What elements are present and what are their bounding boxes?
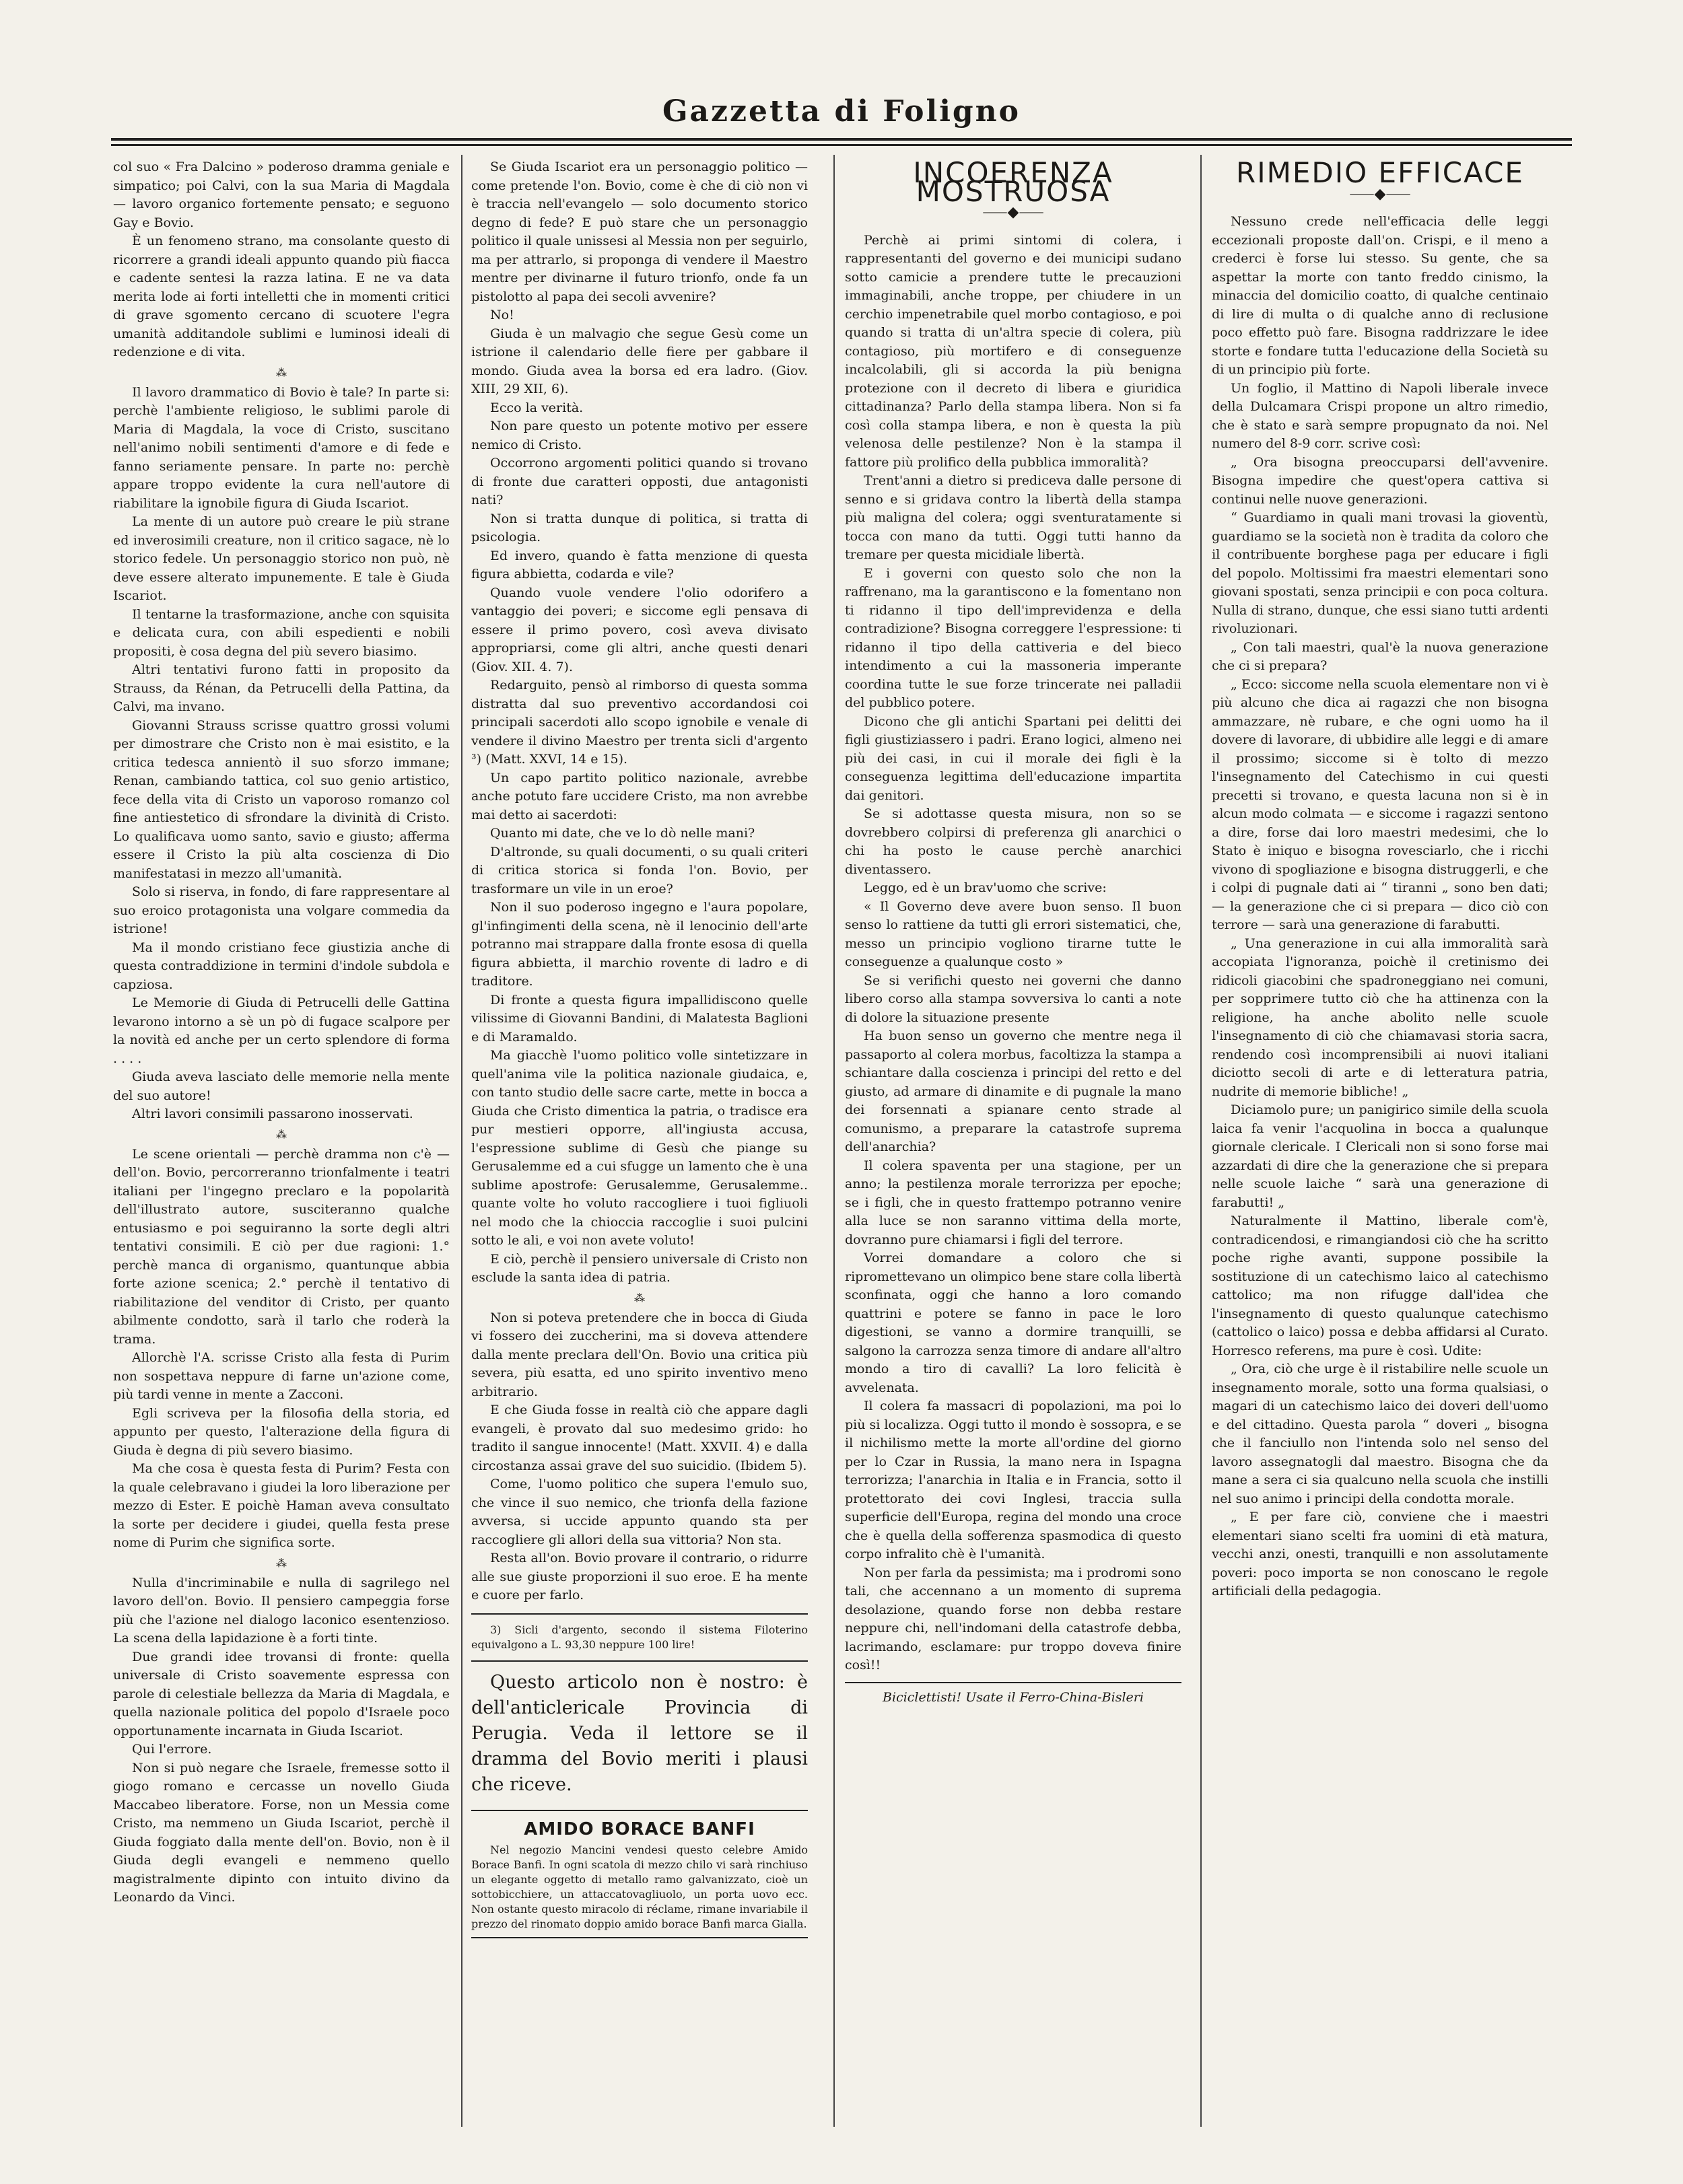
headline-flourish: ⸺◆⸺ bbox=[1349, 185, 1411, 203]
paragraph: Ma il mondo cristiano fece giustizia anche di questa contraddizione in termini d'indole subdola e capziosa. bbox=[113, 940, 450, 992]
paragraph: D'altronde, su quali documenti, o su quali criteri di critica storica si fonda l'on. Bovio, per trasformare un vile in un eroe? bbox=[471, 844, 808, 896]
paragraph: Un capo partito politico nazionale, avrebbe anche potuto fare uccidere Cristo, ma non avrebbe mai detto ai sacerdoti: bbox=[471, 770, 808, 822]
paragraph: „ Ora, ciò che urge è il ristabilire nelle scuole un insegnamento morale, sotto una forma qualsiasi, o magari di un catechismo laico dei doveri dell'uomo e del cittadino. Questa parola “ doveri „ bisogna che il fanciullo non l'intenda solo nel senso del lavoro assegnatogli dal maestro. Bisogna che da mane a sera ci sia qualcuno nella scuola che instilli nel suo animo i principi della condotta morale. bbox=[1212, 1362, 1548, 1506]
paragraph: Dicono che gli antichi Spartani pei delitti dei figli giustiziassero i padri. Erano logici, almeno nei più dei casi, in cui il morale dei figli è la conseguenza legittima dell'educazione impartita dai genitori. bbox=[845, 713, 1181, 803]
paragraph: Egli scriveva per la filosofia della storia, ed appunto per questo, l'alterazione della figura di Giuda è degna di più severo biasimo. bbox=[113, 1405, 450, 1458]
paragraph: „ E per fare ciò, conviene che i maestri elementari siano scelti fra uomini di età matura, vecchi anzi, onesti, tranquilli e non assolutamente poveri: poco importa se non conoscano le regole artificiali della pedagogia. bbox=[1212, 1510, 1548, 1598]
editor-note: Questo articolo non è nostro: è dell'anticlericale Provincia di Perugia. Veda il lettore se il dramma del Bovio meriti i plausi che riceve. bbox=[471, 1671, 808, 1795]
paragraph: Non pare questo un potente motivo per essere nemico di Cristo. bbox=[471, 419, 808, 452]
paragraph: „ Ecco: siccome nella scuola elementare non vi è più alcuno che dica ai ragazzi che non bisogna ammazzare, nè rubare, e che ogni uomo ha il dovere di lavorare, di ubbidire alle leggi e di amare il prossimo; siccome si è tolto di mezzo l'insegnamento del Catechismo in cui questi precetti si trovano, e questa lacuna non si è in alcun modo colmata — e siccome i ragazzi sentono a dire, forse dai loro maestri medesimi, che lo Stato è iniquo e bisogna rovesciarlo, che i ricchi vivono di spogliazione e bisogna distruggerli, e che i colpi di pugnale dati ai “ tiranni „ sono ben dati; — la generazione che ci si prepara — dico ciò con terrore — sarà una generazione di farabutti. bbox=[1212, 676, 1548, 932]
column-2 bbox=[471, 158, 808, 2137]
paragraph: E ciò, perchè il pensiero universale di Cristo non esclude la santa idea di patria. bbox=[471, 1251, 808, 1285]
advertisement bbox=[471, 1810, 808, 1939]
paragraph: Giuda aveva lasciato delle memorie nella mente del suo autore! bbox=[113, 1069, 450, 1103]
paragraph: Ecco la verità. bbox=[490, 400, 584, 415]
section-rule bbox=[471, 1660, 808, 1662]
paragraph: Il lavoro drammatico di Bovio è tale? In parte si: perchè l'ambiente religioso, le sublimi parole di Maria di Magdala, la voce di Cristo, suscitano nell'animo nobili sentimenti d'amore e di fede e fanno seriamente pensare. In parte no: perchè appare troppo evidente la cura nell'autore di riabilitare la ignobile figura di Giuda Iscariot. bbox=[113, 384, 450, 511]
paragraph: Ed invero, quando è fatta menzione di questa figura abbietta, codarda e vile? bbox=[471, 548, 808, 582]
article-headline: INCOERENZA MOSTRUOSA bbox=[913, 158, 1113, 208]
paragraph: „ Una generazione in cui alla immoralità sarà accopiata l'ignoranza, poichè il cretinismo dei ridicoli giacobini che spadroneggiano nei comuni, per sopprimere tutto ciò che ha attinenza con la religione, ha anche abolito nelle scuole l'insegnamento di ciò che chiamavasi storia sacra, rendendo così incomprensibili ai nuovi italiani diciotto secoli di arte e di letteratura patria, nudrite di memorie bibliche! „ bbox=[1212, 936, 1548, 1099]
paragraph: Leggo, ed è un brav'uomo che scrive: bbox=[864, 880, 1107, 895]
paragraph: Qui l'errore. bbox=[132, 1742, 212, 1757]
footnote: 3) Sicli d'argento, secondo il sistema Filoterino equivalgono a L. 93,30 neppure 100 lire! bbox=[471, 1623, 808, 1651]
paragraph: Resta all'on. Bovio provare il contrario, o ridurre alle sue giuste proporzioni il suo eroe. E ha mente e cuore per farlo. bbox=[471, 1551, 808, 1602]
paragraph: col suo « Fra Dalcino » poderoso dramma geniale e simpatico; poi Calvi, con la sua Maria di Magdala — lavoro organico fortemente pensato; e seguono Gay e Bovio. bbox=[113, 160, 450, 230]
masthead: Gazzetta di Foligno bbox=[662, 94, 1021, 129]
column-4 bbox=[1212, 158, 1548, 2137]
column-1 bbox=[113, 158, 450, 2137]
footnote-rule bbox=[471, 1613, 808, 1615]
paragraph: Non si tratta dunque di politica, si tratta di psicologia. bbox=[471, 511, 808, 544]
paragraph: E i governi con questo solo che non la raffrenano, ma la garantiscono e la fomentano non ti ridanno il tipo dell'imprevidenza e della contradizione? Bisogna correggere l'espressione: ti ridanno il tipo della cattiveria e del bieco intendimento a cui la massoneria imperante coordina tutte le sue forze trincerate nei palladii del pubblico potere. bbox=[845, 565, 1181, 710]
paragraph: “ Guardiamo in quali mani trovasi la gioventù, guardiamo se la società non è tradita da coloro che il contribuente borghese paga per educare i figli del popolo. Moltissimi fra maestri elementari sono giovani spostati, senza principii e con poca coltura. Nulla di strano, dunque, che essi siano tutti ardenti rivoluzionari. bbox=[1212, 510, 1548, 636]
paragraph: Quando vuole vendere l'olio odorifero a vantaggio dei poveri; e siccome egli pensava di essere il primo povero, così aveva divisato appropriarsi, come gli altri, anche questi denari (Giov. XII. 4. 7). bbox=[471, 585, 808, 674]
paragraph: Ma che cosa è questa festa di Purim? Festa con la quale celebravano i giudei la loro liberazione per mezzo di Ester. E poichè Haman aveva consultato la sorte per decidere i giudei, quella festa prese nome di Purim che significa sorte. bbox=[113, 1461, 450, 1550]
section-separator: ⁂ bbox=[276, 1556, 287, 1570]
paragraph: Come, l'uomo politico che supera l'emulo suo, che vince il suo nemico, che trionfa della fazione avversa, si uccide appunto quando sta per raccogliere gli allori della sua vittoria? Non sta. bbox=[471, 1477, 808, 1547]
paragraph: Le scene orientali — perchè dramma non c'è — dell'on. Bovio, percorreranno trionfalmente i teatri italiani per l'ingegno preclaro e la popolarità dell'illustrato autore, susciteranno qualche entusiasmo e poi seguiranno la sorte degli altri tentativi consimili. E ciò per due ragioni: 1.° perchè manca di organismo, quantunque abbia forte azione scenica; 2.° perchè il tentativo di riabilitazione del venditor di Cristo, per quanto abilmente condotto, sarà il tarlo che roderà la trama. bbox=[113, 1146, 450, 1347]
paragraph: Solo si riserva, in fondo, di fare rappresentare al suo eroico protagonista una volgare commedia da istrione! bbox=[113, 884, 450, 936]
paragraph: Redarguito, pensò al rimborso di questa somma distratta dal suo preventivo accordandosi coi principali sacerdoti allo scopo ignobile e venale di vendere il divino Maestro per trenta sicli d'argento ³) (Matt. XXVI, 14 e 15). bbox=[471, 678, 808, 767]
paragraph: La mente di un autore può creare le più strane ed inverosimili creature, non il critico sagace, nè lo storico fedele. Un personaggio storico non può, nè deve essere alterato impunemente. E tale è Giuda Iscariot. bbox=[113, 514, 450, 603]
paragraph: Non il suo poderoso ingegno e l'aura popolare, gl'infingimenti della scena, nè il lenocinio dell'arte potranno mai strappare dalla fronte esosa di quella figura abbietta, il marchio rovente di ladro e di traditore. bbox=[471, 900, 808, 989]
paragraph: Vorrei domandare a coloro che si ripromettevano un olimpico bene stare colla libertà sconfinata, oggi che hanno a loro comando quattrini e potere se fanno in pace le loro digestioni, se vanno a dormire tranquilli, se salgono la carrozza senza timore di andare all'altro mondo a tiro di cavalli? La loro felicità è avvelenata. bbox=[845, 1250, 1181, 1395]
paragraph: Le Memorie di Giuda di Petrucelli delle Gattina levarono intorno a sè un pò di fugace scalpore per la novità ed anche per un certo splendore di forma . . . . bbox=[113, 995, 450, 1066]
column-3 bbox=[845, 158, 1181, 2137]
paragraph: Due grandi idee trovansi di fronte: quella universale di Cristo soavemente espressa con parole di celestiale bellezza da Maria di Magdala, e quella nazionale politica del popolo d'Israele poco opportunamente incarnata in Giuda Iscariot. bbox=[113, 1649, 450, 1738]
paragraph: Perchè ai primi sintomi di colera, i rappresentanti del governo e dei municipi sudano sotto camicie a prendere tutte le precauzioni immaginabili, anche troppe, per chiudere in un cerchio impenetrabile quel morbo contagioso, e poi quando si tratta di un'altra specie di colera, più contagioso, più mortifero e di conseguenze incalcolabili, gli si accorda la più benigna protezione con il decreto di libera e giuridica cittadinanza? Parlo della stampa libera. Non si fa così colla stampa libera, e non è questa la più velenosa delle pestilenze? Non è la stampa il fattore più prolifico della pubblica immoralità? bbox=[845, 232, 1181, 470]
paragraph: Allorchè l'A. scrisse Cristo alla festa di Purim non sospettava neppure di farne un'azione come, più tardi venne in mente a Zacconi. bbox=[113, 1350, 450, 1402]
paragraph: « Il Governo deve avere buon senso. Il buon senso lo rattiene da tutti gli errori sistematici, che, messo un principio vogliono tirarne tutte le conseguenze a qualunque costo » bbox=[845, 899, 1181, 969]
paragraph: Quanto mi date, che ve lo dò nelle mani? bbox=[490, 826, 755, 841]
headline-flourish: ⸺◆⸺ bbox=[982, 204, 1044, 221]
paragraph: Diciamolo pure; un panigirico simile della scuola laica fa venir l'acquolina in bocca a qualunque giornale clericale. I Clericali non si sono forse mai azzardati di dire che la generazione che si prepara nelle scuole laiche “ sarà una generazione di farabutti! „ bbox=[1212, 1102, 1548, 1210]
paragraph: Il colera spaventa per una stagione, per un anno; la pestilenza morale terrorizza per epoche; se i figli, che in questo frattempo potranno venire alla luce se non saranno vittima della morte, dovranno pure chiamarsi i figli del terrore. bbox=[845, 1158, 1181, 1247]
paragraph: Di fronte a questa figura impallidiscono quelle vilissime di Giovanni Bandini, di Malatesta Baglioni e di Maramaldo. bbox=[471, 992, 808, 1045]
paragraph: Un foglio, il Mattino di Napoli liberale invece della Dulcamara Crispi propone un altro rimedio, che è stato e sarà sempre propugnato da noi. Nel numero del 8-9 corr. scrive così: bbox=[1212, 380, 1548, 451]
ad-title: AMIDO BORACE BANFI bbox=[524, 1819, 755, 1839]
paragraph: Giovanni Strauss scrisse quattro grossi volumi per dimostrare che Cristo non è mai esistito, e la critica tedesca annientò il suo sforzo immane; Renan, cambiando tattica, col suo genio artistico, fece della vita di Cristo un vaporoso romanzo col fine antiestetico di sfrondare la divinità di Cristo. Lo qualificava uomo santo, savio e giusto; afferma essere il Cristo la più alta coscienza di Dio manifestatasi in mezzo all'umanità. bbox=[113, 717, 450, 881]
paragraph: Non per farla da pessimista; ma i prodromi sono tali, che accennano a un momento di suprema desolazione, quando forse non debba restare neppure chi, nell'indomani della catastrofe debba, lacrimando, esclamare: pur troppo doveva finire così!! bbox=[845, 1565, 1181, 1672]
column-divider bbox=[1200, 155, 1202, 2127]
paragraph: Trent'anni a dietro si prediceva dalle persone di senno e si gridava contro la libertà della stampa più maligna del colera; oggi sventuratamente si tocca con mano da tutti. Oggi tutti hanno da tremare per questa micidiale libertà. bbox=[845, 473, 1181, 562]
column-divider bbox=[833, 155, 835, 2127]
paragraph: No! bbox=[490, 308, 514, 322]
paragraph: „ Ora bisogna preoccuparsi dell'avvenire. Bisogna impedire che quest'opera cattiva si continui nelle nuove generazioni. bbox=[1212, 454, 1548, 507]
paragraph: Non si può negare che Israele, fremesse sotto il giogo romano e cercasse un novello Giuda Maccabeo liberatore. Forse, non un Messia come Cristo, ma nemmeno un Giuda Iscariot, perchè il Giuda foggiato dalla mente dell'on. Bovio, non è il Giuda degli evangeli e nemmeno quello magistralmente dipinto con intuito divino da Leonardo da Vinci. bbox=[113, 1760, 450, 1905]
column-divider bbox=[461, 155, 462, 2127]
advertisement-slogan: Biciclettisti! Usate il Ferro-China-Bisleri bbox=[845, 1682, 1181, 1707]
paragraph: Occorrono argomenti politici quando si trovano di fronte due caratteri opposti, due antagonisti nati? bbox=[471, 456, 808, 507]
ad-text: Nel negozio Mancini vendesi questo celebre Amido Borace Banfi. In ogni scatola di mezzo chilo vi sarà rinchiuso un elegante oggetto di metallo ramo galvanizzato, cioè un sottobicchiere, un attaccatovagliuolo, un porta uovo ecc. Non ostante questo miracolo di réclame, rimane invariabile il prezzo del rinomato doppio amido borace Banfi marca Gialla. bbox=[471, 1843, 808, 1930]
paragraph: Nulla d'incriminabile e nulla di sagrilego nel lavoro dell'on. Bovio. Il pensiero campeggia forse più che l'azione nel dialogo laconico esentenzioso. La scena della lapidazione è a forti tinte. bbox=[113, 1575, 450, 1646]
paragraph: Il colera fa massacri di popolazioni, ma poi lo più si localizza. Oggi tutto il mondo è sossopra, e se il nichilismo mette la morte all'ordine del giorno per lo Czar in Russia, la mano nera in Ispagna terrorizza; l'anarchia in Italia e in Francia, sotto il protettorato dei covi Inglesi, traccia sulla superficie dell'Europa, regina del mondo una croce che è quella della sofferenza spasmodica di questo corpo infralito chè è l'umanità. bbox=[845, 1399, 1181, 1561]
paragraph: Ma giacchè l'uomo politico volle sintetizzare in quell'anima vile la politica nazionale giudaica, e, con tanto studio delle sacre carte, mette in bocca a Giuda che Cristo dimentica la patria, o tradisce era pur mestieri opporre, all'ingiusta accusa, l'espressione sublime di Gesù che piange su Gerusalemme ed a cui sfugge un lamento che è una sublime apostrofe: Gerusalemme, Gerusalemme.. quante volte ho voluto raccogliere i tuoi figliuoli nel modo che la chioccia raccoglie i suoi pulcini sotto le ali, e voi non avete voluto! bbox=[471, 1048, 808, 1248]
paragraph: Se Giuda Iscariot era un personaggio politico — come pretende l'on. Bovio, come è che di ciò non vi è traccia nell'evangelo — solo documento storico degno di fede? E può stare che un personaggio politico il quale unissesi al Messia non per seguirlo, ma per attrarlo, si proponga di vendere il Maestro mentre per divinarne il futuro trionfo, onde fa un pistolotto al papa dei secoli avvenire? bbox=[471, 160, 808, 304]
paragraph: È un fenomeno strano, ma consolante questo di ricorrere a grandi ideali appunto quando più fiacca e cadente sentesi la razza latina. E ne va data merita lode ai forti intelletti che in momenti critici di grave sgomento cercano di scuotere l'egra umanità additandole sublimi e luminosi ideali di redenzione e di vita. bbox=[113, 234, 450, 359]
paragraph: Altri tentativi furono fatti in proposito da Strauss, da Rénan, da Petrucelli della Pattina, da Calvi, ma invano. bbox=[113, 662, 450, 714]
paragraph: Ha buon senso un governo che mentre nega il passaporto al colera morbus, facoltizza la stampa a schiantare dalla coscienza i principi del retto e del giusto, ad armare di dinamite e di pugnale la mano dei forsennati a spianare cento strade al comunismo, a preparare la catastrofe suprema dell'anarchia? bbox=[845, 1028, 1181, 1154]
paragraph: Se si verifichi questo nei governi che danno libero corso alla stampa sovversiva lo canti a note di dolore la situazione presente bbox=[845, 973, 1181, 1025]
paragraph: Giuda è un malvagio che segue Gesù come un istrione il calendario delle fiere per gabbare il mondo. Giuda avea la borsa ed era ladro. (Giov. XIII, 29 XII, 6). bbox=[471, 326, 808, 396]
paragraph: „ Con tali maestri, qual'è la nuova generazione che ci si prepara? bbox=[1212, 639, 1548, 673]
paragraph: Naturalmente il Mattino, liberale com'è, contradicendosi, e rimangiandosi ciò che ha scritto poche righe avanti, suppone possibile la sostituzione di un catechismo laico al catechismo cattolico; ma non rifugge dall'idea che l'insegnamento di questo qualunque catechismo (cattolico o laico) possa e debba affidarsi al Curato. Horresco referens, ma pure è così. Udite: bbox=[1212, 1213, 1548, 1358]
article-headline: RIMEDIO EFFICACE bbox=[1236, 158, 1524, 189]
paragraph: Il tentarne la trasformazione, anche con squisita e delicata cura, con abili espedienti e nobili propositi, è cosa degna del più severo biasimo. bbox=[113, 606, 450, 659]
paragraph: Se si adottasse questa misura, non so se dovrebbero colpirsi di preferenza gli anarchici o chi ha posto le cause perchè anarchici diventassero. bbox=[845, 806, 1181, 877]
section-separator: ⁂ bbox=[276, 365, 287, 379]
paragraph: Non si poteva pretendere che in bocca di Giuda vi fossero dei zuccherini, ma si doveva attendere dalla mente preclara dell'On. Bovio una critica più severa, più esatta, ed uno spirito inventivo meno arbitrario. bbox=[471, 1310, 808, 1399]
section-separator: ⁂ bbox=[634, 1291, 645, 1304]
paragraph: E che Giuda fosse in realtà ciò che appare dagli evangeli, è provato dal suo medesimo grido: ho tradito il sangue innocente! (Matt. XXVII. 4) e dalla circostanza assai grave del suo suicidio. (Ibidem 5). bbox=[471, 1403, 808, 1473]
masthead-rule bbox=[111, 138, 1572, 146]
paragraph: Nessuno crede nell'efficacia delle leggi eccezionali proposte dall'on. Crispi, e il meno a crederci è forse lui stesso. Su gente, che sa aspettar la morte con tanto freddo cinismo, la minaccia del domicilio coatto, di qualche centinaio di lire di multa o di qualche anno di reclusione poco effetto può fare. Bisogna raddrizzare le idee storte e fondare tutta l'educazione della Società su di un principio più forte. bbox=[1212, 214, 1548, 377]
section-separator: ⁂ bbox=[276, 1127, 287, 1141]
paragraph: Altri lavori consimili passarono inosservati. bbox=[132, 1106, 413, 1121]
